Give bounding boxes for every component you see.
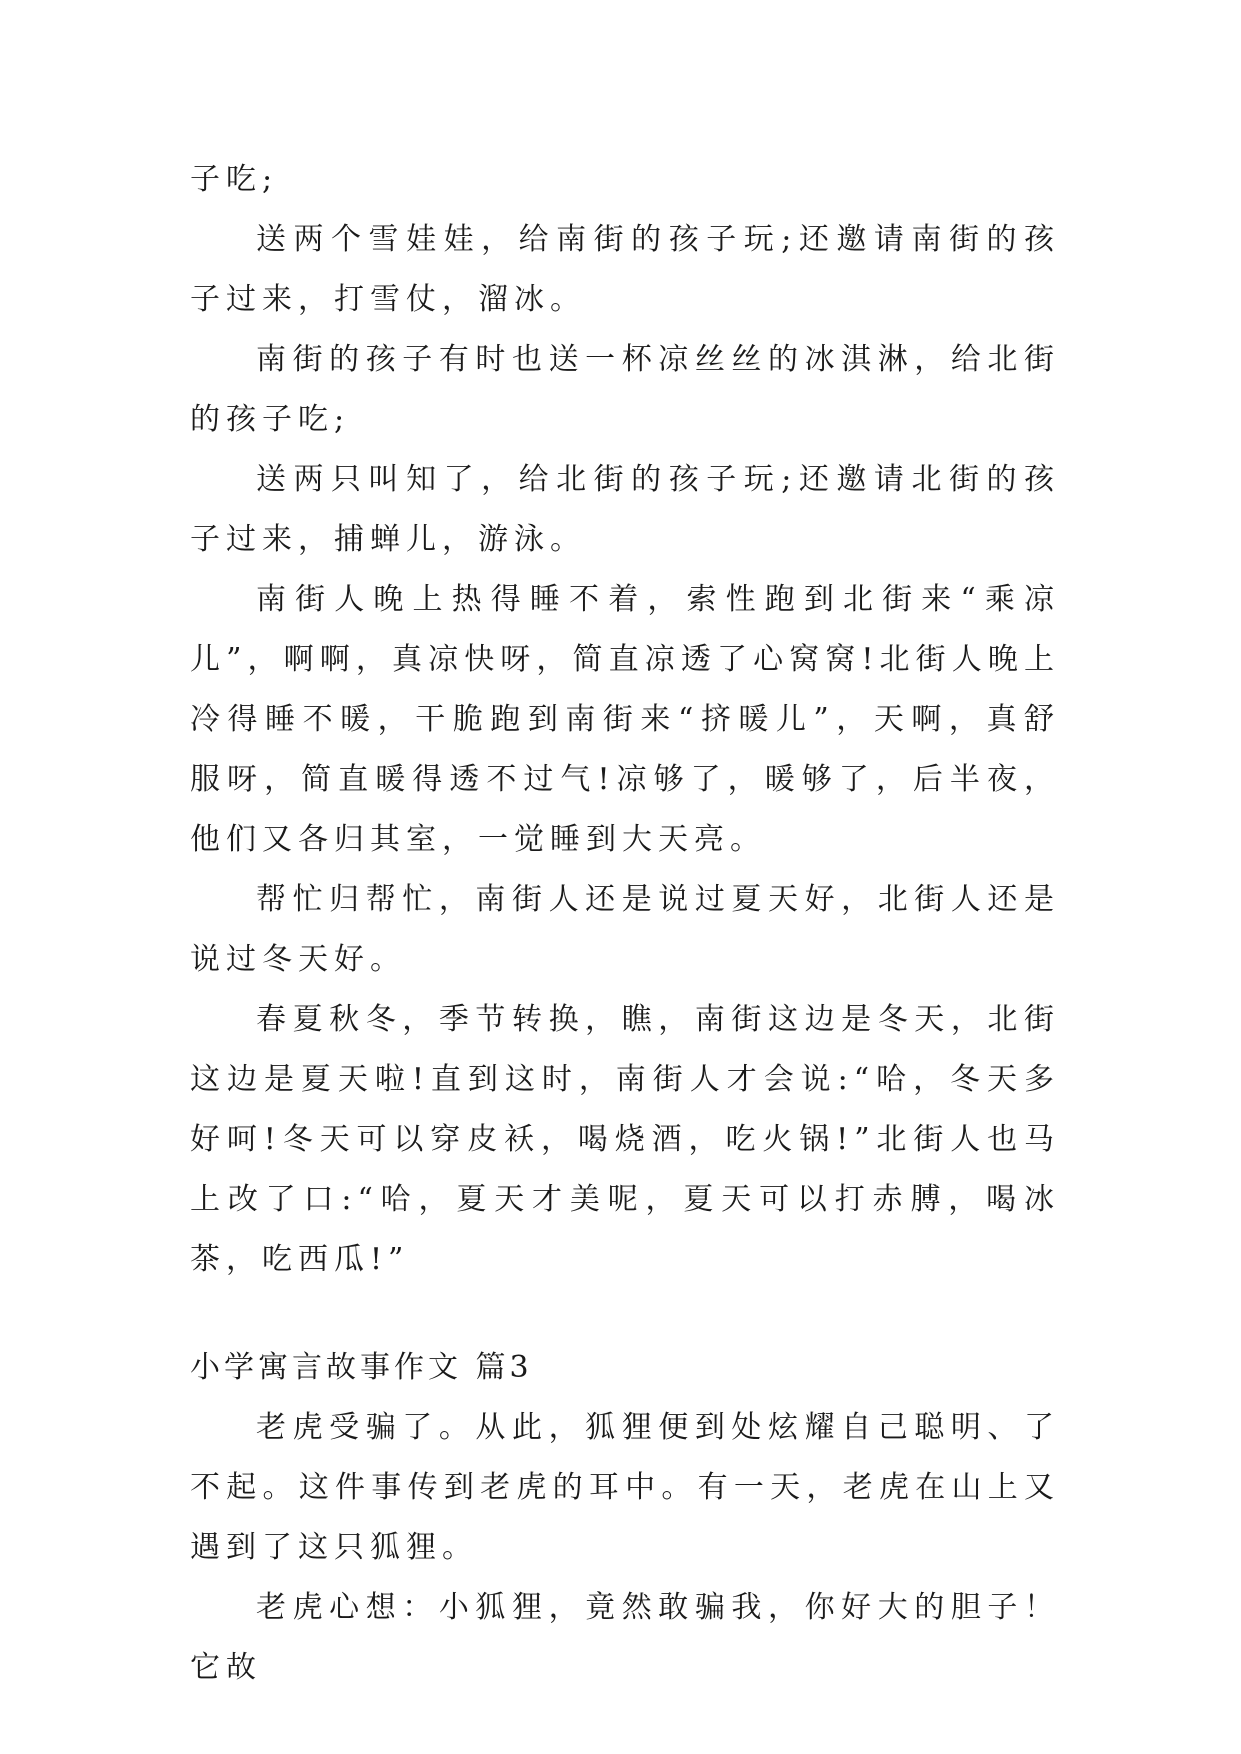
paragraph: 老虎心想：小狐狸，竟然敢骗我，你好大的胆子！它故 — [190, 1590, 1060, 1685]
paragraph: 南街人晚上热得睡不着，索性跑到北街来“乘凉儿”，啊啊，真凉快呀，简直凉透了心窝窝!北街人晚上冷得睡不暖，干脆跑到南街来“挤暖儿”，天啊，真舒服呀，简直暖得透不过气!凉够了，暖够了，后半夜，他们又各归其室，一觉睡到大天亮。 — [190, 582, 1060, 857]
document-page — [190, 150, 1060, 1698]
paragraph: 老虎受骗了。从此，狐狸便到处炫耀自己聪明、了不起。这件事传到老虎的耳中。有一天，老虎在山上又遇到了这只狐狸。 — [190, 1410, 1060, 1565]
paragraph: 送两个雪娃娃，给南街的孩子玩;还邀请南街的孩子过来，打雪仗，溜冰。 — [190, 222, 1060, 317]
paragraph: 帮忙归帮忙，南街人还是说过夏天好，北街人还是说过冬天好。 — [190, 882, 1060, 977]
section-title: 小学寓言故事作文 篇3 — [190, 1350, 533, 1385]
paragraph: 送两只叫知了，给北街的孩子玩;还邀请北街的孩子过来，捕蝉儿，游泳。 — [190, 462, 1060, 557]
paragraph: 南街的孩子有时也送一杯凉丝丝的冰淇淋，给北街的孩子吃; — [190, 342, 1060, 437]
paragraph: 子吃; — [190, 162, 279, 197]
paragraph: 春夏秋冬，季节转换，瞧，南街这边是冬天，北街这边是夏天啦!直到这时，南街人才会说:“哈，冬天多好呵!冬天可以穿皮袄，喝烧酒，吃火锅!”北街人也马上改了口:“哈，夏天才美呢，夏天可以打赤膊，喝冰茶，吃西瓜!” — [190, 1002, 1060, 1277]
